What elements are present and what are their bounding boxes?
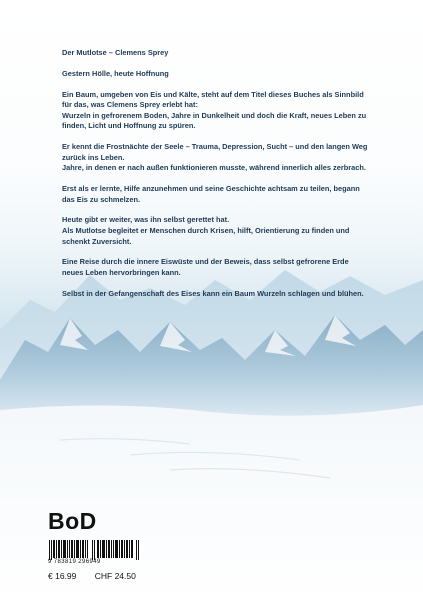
isbn-barcode (48, 540, 140, 560)
blurb-paragraph: Erst als er lernte, Hilfe anzunehmen und seine Geschichte achtsam zu teilen, begann das Eis zu schmelzen. (62, 184, 360, 204)
blurb-text (62, 48, 372, 310)
publisher-logo: BoD (48, 508, 97, 534)
blurb-paragraph: Er kennt die Frostnächte der Seele – Trauma, Depression, Sucht – und den langen Weg zurück ins Leben. Jahre, in denen er nach außen funktionieren musste, während innerlich alles zerbrach. (62, 142, 368, 173)
author-line: Der Mutlotse – Clemens Sprey (62, 48, 169, 57)
price-row (48, 571, 152, 581)
blurb-paragraph: Selbst in der Gefangenschaft des Eises kann ein Baum Wurzeln schlagen und blühen. (62, 288, 364, 298)
price-chf: CHF 24.50 (94, 571, 136, 581)
subtitle-line: Gestern Hölle, heute Hoffnung (62, 68, 169, 78)
price-eur: € 16.99 (48, 571, 77, 581)
blurb-paragraph: Heute gibt er weiter, was ihn selbst gerettet hat. Als Mutlotse begleitet er Menschen durch Krisen, hilft, Orientierung zu finden und schenkt Zuversicht. (62, 215, 350, 246)
blurb-paragraph: Ein Baum, umgeben von Eis und Kälte, steht auf dem Titel dieses Buches als Sinnbild für das, was Clemens Sprey erlebt hat: Wurzeln in gefrorenem Boden, Jahre in Dunkelheit und doch die Kraft, neues Leben zu finden, Licht und Hoffnung zu spüren. (62, 89, 367, 131)
isbn-number: 9 783819 296949 (48, 559, 101, 565)
blurb-paragraph: Eine Reise durch die innere Eiswüste und der Beweis, dass selbst gefrorene Erde neues Leben hervorbringen kann. (62, 257, 349, 278)
